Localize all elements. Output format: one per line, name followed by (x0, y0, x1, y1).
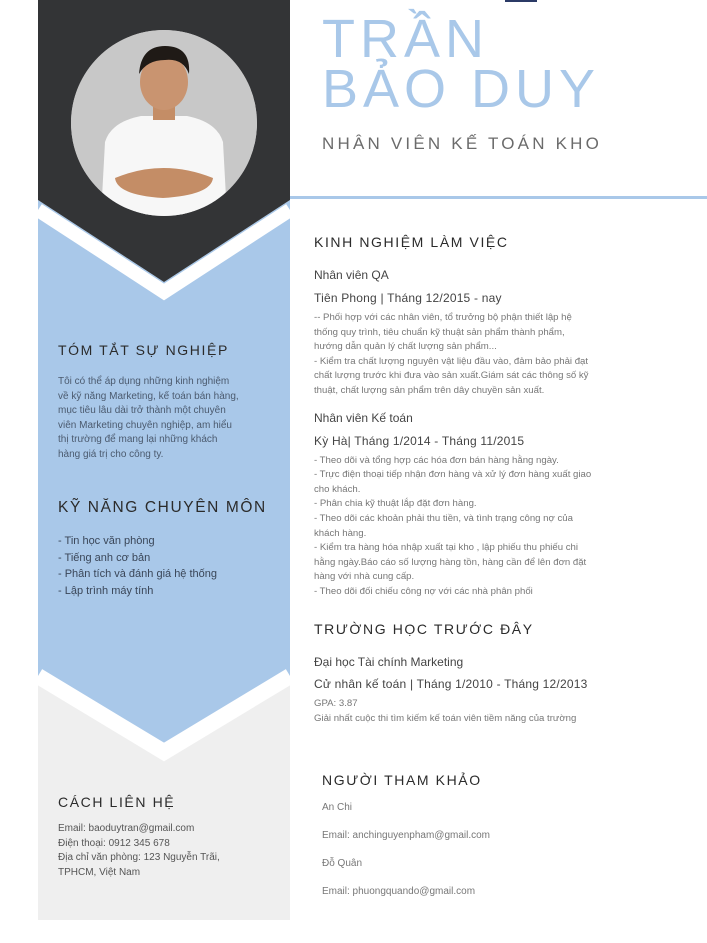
skill-item: - Lập trình máy tính (58, 584, 154, 597)
skills-section (58, 499, 273, 599)
experience-job (314, 268, 649, 399)
references-section (322, 772, 657, 897)
name-line-1: TRẦN (322, 9, 489, 69)
job-description-line: khách hàng. (314, 527, 367, 539)
top-decor-line (505, 0, 537, 2)
job-title-text: Nhân viên Kế toán (314, 410, 413, 425)
summary-line: về kỹ năng Marketing, kế toán bán hàng, (58, 390, 239, 402)
contact-phone: Điện thoại: 0912 345 678 (58, 837, 170, 849)
education-details (314, 697, 649, 726)
job-description-line: - Kiểm tra hàng hóa nhập xuất tại kho , lập phiếu thu phiếu chi (314, 542, 579, 554)
experience-section (314, 234, 649, 600)
skills-list (58, 533, 273, 599)
skill-item: - Tiếng anh cơ bản (58, 551, 151, 564)
reference-email: Email: anchinguyenpham@gmail.com (322, 830, 491, 841)
experience-job (314, 411, 649, 600)
education-school: Đại học Tài chính Marketing (314, 655, 464, 669)
job-description-line: thống quy trình, tiêu chuẩn kỹ thuật sản phẩm thành phẩm, (314, 326, 565, 338)
education-gpa: GPA: 3.87 (314, 698, 358, 709)
contact-section (58, 794, 273, 880)
summary-section (58, 342, 273, 463)
job-description-line: cho khách. (314, 483, 361, 495)
education-degree-dates: Cử nhân kế toán | Tháng 1/2010 - Tháng 12/2013 (314, 677, 588, 691)
summary-text (58, 375, 273, 463)
name-line-2: BẢO DUY (322, 59, 601, 119)
references-heading: NGƯỜI THAM KHẢO (322, 772, 482, 788)
job-description-line: - Phân chia kỹ thuật lắp đặt đơn hàng. (314, 498, 477, 510)
profile-photo (71, 30, 257, 216)
profile-photo-illustration (71, 30, 257, 216)
job-description-line: - Kiểm tra chất lượng nguyên vật liệu đầu vào, đảm bảo phải đạt (314, 355, 589, 367)
summary-line: hàng giá trị cho công ty. (58, 448, 164, 460)
skill-item: - Phân tích và đánh giá hệ thống (58, 568, 218, 580)
job-description-line: - Theo dõi và tổng hợp các hóa đơn bán hàng hằng ngày. (314, 454, 559, 466)
job-description-line: thuật, chất lượng sản phẩm trên dây chuyền sản xuất. (314, 384, 545, 396)
summary-line: thị trường để mang lại những khách (58, 434, 218, 446)
contact-details (58, 822, 273, 880)
job-description-line: hằng ngày.Báo cáo số lượng hàng tồn, hàng cần để lên đơn đặt (314, 556, 587, 568)
left-column (38, 0, 290, 920)
contact-address: Địa chỉ văn phòng: 123 Nguyễn Trãi, (58, 852, 220, 863)
job-description-line: -- Phối hợp với các nhân viên, tổ trưởng bộ phận thiết lập hệ (314, 312, 572, 323)
job-title-text: Nhân viên QA (314, 268, 389, 282)
summary-line: Tôi có thể áp dụng những kinh nghiệm (58, 376, 230, 387)
reference-email: Email: phuongquando@gmail.com (322, 886, 476, 897)
job-description-line: - Trực điện thoại tiếp nhận đơn hàng và xử lý đơn hàng xuất giao (314, 469, 592, 481)
job-description-line: hướng dẫn quản lý chất lượng sản phẩm... (314, 341, 497, 353)
photo-body (101, 116, 227, 216)
education-section (314, 621, 649, 726)
contact-heading: CÁCH LIÊN HỆ (58, 794, 176, 810)
summary-line: mục tiêu lâu dài trở thành một chuyên (58, 405, 226, 417)
education-heading: TRƯỜNG HỌC TRƯỚC ĐÂY (314, 621, 534, 637)
job-description-line: - Theo dõi các khoản phải thu tiền, và tình trạng công nợ của (314, 512, 573, 524)
header-divider (290, 196, 707, 199)
education-award: Giải nhất cuộc thi tìm kiếm kế toán viên tiềm năng của trường (314, 712, 577, 724)
job-description-line: - Theo dõi đối chiếu công nợ với các nhà phân phối (314, 585, 533, 597)
skills-heading: KỸ NĂNG CHUYÊN MÔN (58, 499, 267, 516)
reference-name: An Chi (322, 802, 353, 813)
job-description-line: hàng với nhà cung cấp. (314, 571, 415, 583)
contact-address-cont: TPHCM, Việt Nam (58, 866, 141, 878)
contact-email: Email: baoduytran@gmail.com (58, 823, 195, 834)
job-company-dates: Tiên Phong | Tháng 12/2015 - nay (314, 291, 502, 305)
job-description (314, 311, 649, 399)
blue-chevron-panel (38, 200, 290, 752)
experience-heading: KINH NGHIỆM LÀM VIỆC (314, 234, 509, 250)
reference-name: Đỗ Quân (322, 858, 363, 869)
skill-item: - Tin học văn phòng (58, 535, 155, 547)
job-description (314, 454, 649, 600)
job-company-dates: Kỳ Hà| Tháng 1/2014 - Tháng 11/2015 (314, 433, 525, 448)
summary-line: viên Marketing chuyên nghiệp, am hiểu (58, 419, 232, 431)
job-title: NHÂN VIÊN KẾ TOÁN KHO (322, 134, 603, 153)
summary-heading: TÓM TẮT SỰ NGHIỆP (58, 342, 229, 358)
job-description-line: chất lượng trước khi đưa vào sản xuất.Giám sát các thông số kỹ (314, 370, 589, 382)
